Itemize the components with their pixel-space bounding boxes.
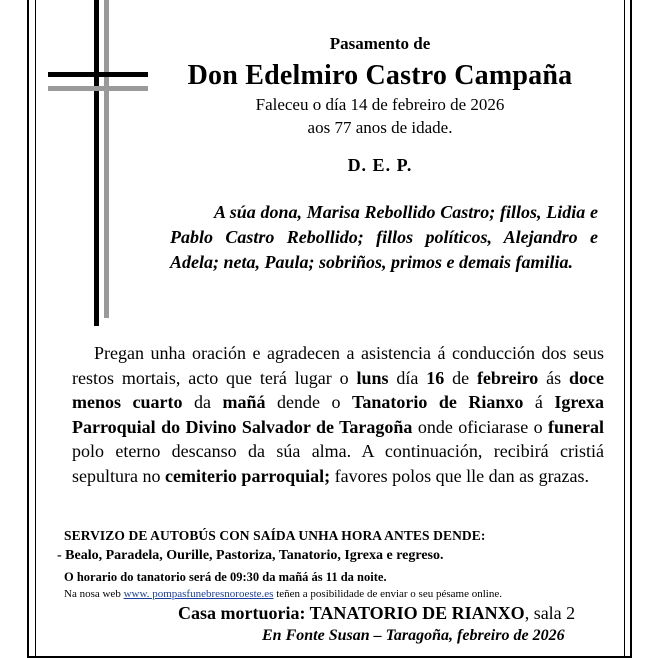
web-note: Na nosa web www. pompasfunebresnoroeste.es teñen a posibilidade de enviar o seu pésame online. (64, 588, 502, 600)
family-paragraph: A súa dona, Marisa Rebollido Castro; fillos, Lidia e Pablo Castro Rebollido; fillos políticos, Alejandro e Adela; neta, Paula; sobriños, primos e demais familia. (170, 202, 598, 272)
website-link[interactable]: www. pompasfunebresnoroeste.es (123, 588, 274, 600)
bus-service-title: SERVIZO DE AUTOBÚS CON SAÍDA UNHA HORA ANTES DENDE: (64, 528, 486, 543)
age-line: aos 77 anos de idade. (307, 118, 453, 137)
funeral-home-hours: O horario do tanatorio será de 09:30 da mañá ás 11 da noite. (64, 570, 387, 584)
bus-route: - Bealo, Paradela, Ourille, Pastoriza, Tanatorio, Igrexa e regreso. (57, 548, 444, 563)
rip-text: D. E. P. (347, 155, 413, 175)
death-date: Faleceu o día 14 de febreiro de 2026 (255, 95, 505, 114)
deceased-name: Don Edelmiro Castro Campaña (187, 60, 573, 91)
cross-icon (0, 0, 160, 340)
intro-heading: Pasamento de (329, 34, 431, 53)
mortuary-house: Casa mortuoria: TANATORIO DE RIANXO, sala 2 (178, 603, 576, 623)
place-date-signature: En Fonte Susan – Taragoña, febreiro de 2026 (262, 627, 565, 644)
service-paragraph: Pregan unha oración e agradecen a asistencia á conducción dos seus restos mortais, acto que terá lugar o luns día 16 de febreiro ás doce menos cuarto da mañá dende o Tanatorio de Rianxo á Igrexa Parroquial do Divino Salvador de Taragoña onde oficiarase o funeral polo eterno descanso da súa alma. A continuación, recibirá cristiá sepultura no cemiterio parroquial; favores polos que lle dan as grazas. (72, 343, 605, 486)
